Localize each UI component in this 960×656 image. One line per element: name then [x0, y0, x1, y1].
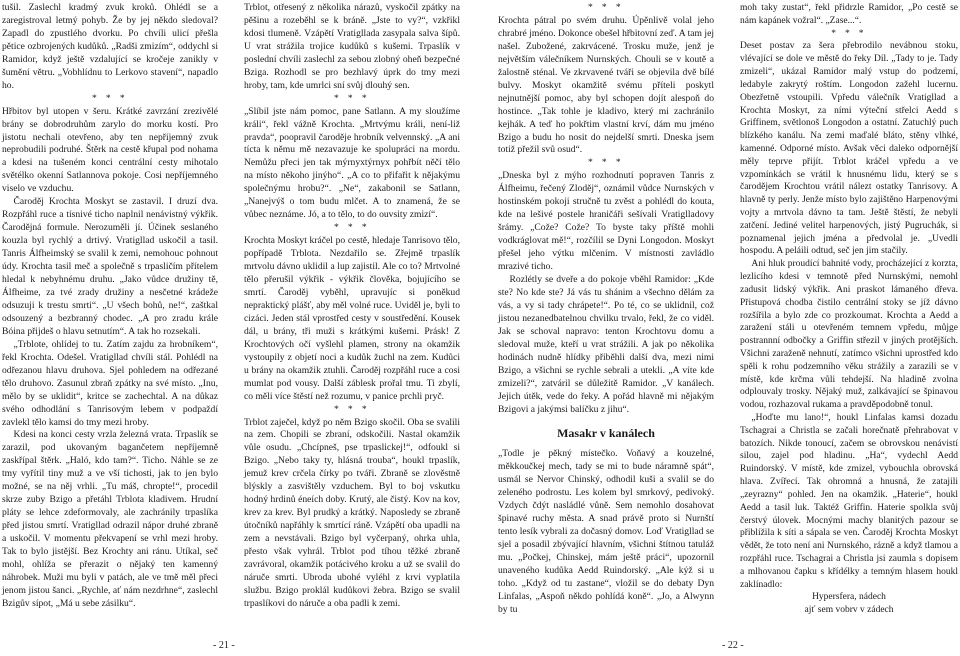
- section-separator: * * *: [588, 2, 624, 13]
- verse-line: ajť sem vobrv v zádech: [804, 605, 894, 616]
- chapter-title: Masakr v kanálech: [557, 425, 655, 440]
- section-separator: * * *: [334, 403, 370, 415]
- section-separator: * * *: [92, 92, 128, 104]
- paragraph: Hřbitov byl utopen v šeru. Krátké zavrzání zrezivělé brány se dobrodruhům zarylo do morku kostí. Pro jistotu nechali otevřeno, aby ten nepříjemný zvuk neprobudili podruhé. Štěrk na cestě křupal pod nohama a kdesi na tušeném konci centrální cesty mihotalo světélko okenní Satlannova pokoje. Cosi nepříjemného viselo ve vzduchu.: [2, 105, 218, 195]
- paragraph: Deset postav za šera přebrodilo nevábnou stoku, vlévající se dole ve městě do řeky Díl. „Tady to je. Tady zmizeli“, ukázal Ramidor malý vstup do podzemí, ledabyle zakrytý roštím. Longodon zažehl lucernu. Obezřetně vstoupili. Vpředu válečník Vratigllad a Krochta Moskyt, za ními výteční střelci Aedd s Griffinem, světlonoš Longodon a ostatní. Zatuchlý puch blízkého kanálu. Na zemi maďalé bláto, stěny vlhké, kamenné. Odporné místo. Avšak věci daleko odpornější měly teprve přijít. Trblot kráčel vpředu a ve vzpomínkách se vrátil k hnusnému lidu, který se s čarodějem Krochtou vrátil nálezt ostatky Tanrisovy. A hlavně ty perly. Jenže místo bylo zajištěno Harpenovými vojty a mrtvola dávno ta tam. Ještě štěstí, že nebyli zatčení. Jediné velitel harpenových, jistý Pugruchák, si poznamenal jejich jména a předvolal je. „Uvedli hospodu. A peláili odtud, seč jen jim stačily.: [740, 41, 958, 257]
- paragraph: moh taky zustat“, řekl přidrzle Ramidor, „Po cestě se nám kapánek vožral“. „Zase...“.: [740, 3, 958, 26]
- paragraph: Čaroděj Krochta Moskyt se zastavil. I druzí dva. Rozpřáhl ruce a tísnivé ticho naplnil nenávistný výkřik. Čarodějná formule. Nerozuměli jí. Účinek seslaného kouzla byl rychlý a drtivý. Vratigllad uskočil a tasil. Tanris Álfheimský se svalil k zemi, nemohouc pohnout údy. Krochta tasil meč a společně s trpasličím přítelem hledal k nebyhnému druhu. „Jako vůdce družiny tě, Álfheime, za tvé zrady družiny a nesčetné krádeže odsuzuji k trestu smrti“. „U všech bohů, ne!“, zaštkal odsouzený a bezbranný chodec. „A pro zradu krále Bóina přijdeš o hlavu setnutím“. A tak ho rozsekali.: [2, 196, 218, 337]
- paragraph: Krochta Moskyt kráčel po cestě, hledaje Tanrisovo tělo, popřípadě Trblota. Nezdařilo se. Zřejmě trpaslík mrtvolu dávno uklidil a lup zajistil. Ale co to? Mrtvolné tělo přerušil výkřik - výkřik člověka, bojujícího se smrtí. Čaroděj vyběhl, upravujíc si poněkud nepraktický plášť, aby měl volné ruce. Uviděl je, byli to cizáci. Jeden stál vprostřed cesty v soustředění. Kousek dál, u brány, tři muži s krátkými kušemi. Prásk! Z Krochtových očí vyšlehl plamen, strony na okamžik vystoupily z objetí noci a kudůk žuchl na zem. Kudůci u brány na okamžik ztuhli. Čaroděj rozpřáhl ruce a cosi mumlat pod vousy. Další záblesk prořal tmu. Ti zbylí, co měli více štěstí než rozumu, v panice prchli pryč.: [244, 235, 460, 402]
- paragraph: Trblot, otřesený z několika nárazů, vyskočil zpátky na pěšinu a rozeběhl se k bráně. „Jste to vy?“, vzkřikl kdosi tlumeně. Vzápětí Vratigllada zasypala salva šípů. U vrat strážila trojice kudůků s kušemi. Trpaslík v poslední chvíli zaslechl za sebou zlobný oheň bezpečné Bziga. Rozhodl se pro bezhlavý úprk do tmy mezi hroby, tam, kde umrlci sní svůj dlouhý sen.: [244, 2, 460, 91]
- page-number-left: - 21 -: [213, 640, 235, 651]
- paragraph: Krochta pátral po svém druhu. Úpěnlivě volal jeho chrabré jméno. Dokonce obešel hřbitovní zeď. A tam jej našel. Zubožené, zakrvácené. Trosku muže, jenž je největším válečníkem Nurnských. Chouli se v koutě a žalostně sténal. Ve zkrvavené tváři se objevila dvě bílé bulvy. Moskyt okamžitě svému příteli poskytl nejnutnější pomoc, aby byl schopen dojít alespoň do hostince. „Tak tohle je kladivo, který mi zachránilo kejhák. A teď ho pokřtim vlastní krví, dám mu jméno Bzigo a budu ho nosit do nejdelší smrti. Dneska jsem totiž přežil svů osud“.: [498, 14, 714, 156]
- verse-line: Hypersfera, nádech: [812, 592, 886, 603]
- paragraph: Trblot zaječel, když po něm Bzigo skočil. Oba se svalili na zem. Chopili se zbraní, odskočili. Nastal okamžik vůle osudu. „Chcípneš, pse trpaslickej!“, odfoukl si Bzigo. „Nebo taky ty, hlásná trouba“, houkl trpaslík, jemuž krev crčela čírky po tváři. Zbraně se zlověstně blýskly a zasvištěly vzduchem. Byl to boj vskutku hodný hrdinů éneích doby. Krutý, ale čistý. Kov na kov, krev za krev. Byl prudký a krátký. Naposledy se zbraně útočníků napřáhly k smrtící ráně. Vzápětí oba upadli na zem a nevstávali. Bzigo byl vyčerpaný, ohrka uhla, přesto však vyhrál. Trblot pod tíhou těžké zbraně zavrávoral, okamžik potácivého kroku a už se svalil do náruče smrti. Ubroda ubohé vyléhl z krvi vyplatila službu. Bzigo proklál kudůkovi žebra. Bzigo se svalil trpaslíkovi do náruče a oba padli k zemi.: [244, 416, 460, 609]
- section-separator: * * *: [334, 222, 370, 234]
- paragraph: „Dneska byl z mýho rozhodnutí popraven Tanris z Álfheimu, řečený Zloděj“, oznámil vůdce Nurnských v hostinském pokoji stručně tu zvěst a pohlédl do kouta, kde na lešivé postele hraničáři sešívali Vratiglladovy šrámy. „Cože? Cože? To byste taky příště mohli vodkráglovat mě!“, rozčílil se Dyni Longodon. Moskyt přešel jeho výtku mlčením. V místnosti zavládlo mrazivé ticho.: [498, 170, 714, 273]
- section-separator: * * *: [831, 28, 867, 39]
- page-number-right: - 22 -: [722, 640, 744, 651]
- paragraph: „Slíbil jste nám pomoc, pane Satlann. A my sloužíme králi“, řekl vážně Krochta. „Mrtvýmu králi, není-liž pravda“, poopravil čaroděje hrobník velvennský. „A ani tícta k němu mě nezavazuje ke spolupráci na mordu. Nemůžu přeci jen tak mýrnyxtýrnyx pohřbít něčí tělo na místo někoho jinýho“. „A co to přifařit k nějakýmu společnýmu hrobu?“. „Ne“, zakabonil se Satlann, „Nanejvýš o tom budu mlčet. A to znamená, že se vůbec neznáme. Jó, a to tělo, to do ouvsity zmizí“.: [244, 105, 460, 221]
- paragraph: „Hoďte mu lano!“, houkl Linfalas kamsi dozadu Tschagrai a Christla se začali horečnatě přehrabovat v batozích. Nikde tonoucí, začem se obrovskou nenávistí silou, zajel pod hladinu. „Ha“, vydechl Aedd Ruindorský. V místě, kde zmizel, vybouchla obrovská hlava. Zvířecí. Tak ohromná a hnusná, že zatajili „zeyrazny“ pohled. Jen na okamžik. „Haterie“, houkl Aedd a tasil luk. Taktéž Griffin. Haterie spolkla svůj čerstvý úlovek. Mocnými machy blanitých pazour se přiblížila k síti a sápala se ven. Čaroděj Krochta Moskyt vědět, že toto není ani Nurnského, rázně a když tlamou a rozpřáhl ruce. Tschagrai a Christla jsi zaumla s dopisem a mlhovanou čapku s křídélky a temným hlasem houkl zaklínadlo:: [740, 413, 958, 590]
- paragraph: tušil. Zaslechl kradmý zvuk kroků. Ohlédl se a zaregistroval letmý pohyb. Že by jej někdo sledoval? Zapadl do zpustlého dvorku. Po chvíli ulicí přešla pětice ozbrojených kudůků. „Radši zmizím“, oddychl si Ramidor, když ještě vzdalující se kročeje zanikly v šumění větru. „Vobhlídnu to Lerkovo stavení“, napadlo ho.: [2, 2, 218, 91]
- column-4: [740, 2, 958, 617]
- section-separator: * * *: [334, 92, 370, 104]
- column-3: [498, 2, 714, 617]
- paragraph: „Trblote, ohlídej to tu. Zatím zajdu za hrobníkem“, řekl Krochta. Odešel. Vratigllad chvíli stál. Pohlédl na odřezanou hlavu druhova. Sjel pohledem na odřezané tělo druhovo. Zasunul zbraň zpátky na své místo. „Inu, mělo by se uklidit“, kritce se zachechtal. A na důkaz svého odhodlání s Tanrisovým lebem v podpaždí zavlekl tělo kamsi do tmy mezi hroby.: [2, 338, 218, 428]
- paragraph: Ani hluk proudící bahnité vody, procházející z korzta, lezlicího kdesi v temnotě před Nurnskými, nemohl zadusit lidský výkřik. Ani praskot lámaného dřeva. Přistupová chodba čistilo centrální stoky se jíž dávno rozšířila a bylo zde co prozkoumat. Krochta a Aedd a zaražení stáli u otevřeném temnem vpředu, můjge postrannní odbočky a Griffin střezil v jiných protějších. Všichni zaraženě nehnutí, zatímco všichni uprostřed kdo spěli k rohu podzemního věku strážily a zarazili se v místě, kde krčma vůli tehdejší. Na hladině zvolna odplouvaly trosky. Nějaký muž, zalkávající se špinavou vodou, rozhazoval rukama a pravděpodobně tonul.: [740, 259, 958, 411]
- column-1: [2, 2, 218, 611]
- paragraph: Kdesi na konci cesty vrzla železná vrata. Trpaslík se zarazil, pod ukovaným bagančetem nepříjemně zaskřípal štěrk. „Haló, kdo tam?“. Ticho. Náhle se ze tmy vyřítil tiny muž a ve vší tichosti, jak to jen bylo možné, se na něj vrhli. „Tu máš, chropte!“, procedil skrze zuby Bzigo a přetáhl Trblota kladivem. Hrudní pláty se lehce zdeformovaly, ale zachránily trpaslíka před jistou smrtí. Vratigllad odrazil nápor druhé zbraně a uskočil. V momentu překvapení se vrhl mezi hroby. Tak to bylo jistější. Bez Krochty ani ránu. Utíkal, seč mohl, ohlíža se přerazit o nějaký ten kamenný náhrobek. Muži mu byli v patách, ale ve tmě měl přeci jenom jistou šanci. „Rychle, ať nám nezdrhne“, zaslechl Bzigův sípot, „Má u sebe zásilku“.: [2, 429, 218, 609]
- column-2: [244, 2, 460, 611]
- section-separator: * * *: [588, 157, 624, 169]
- paragraph: Rozlétly se dveře a do pokoje vběhl Ramidor: „Kde ste? No kde ste? Já vás tu shánim a všechno dělám za vás, a vy si tady chrápete!“. Po té, co se uklidnil, což jistou nezanedbatelnou chvilku trvalo, řekl, že co viděl. Jak se schoval napravo: tenton Krochtovu domu a sledoval muže, kteří u vrat strážili. A jak po několika hodinách nudně hlídky přiběhli další dva, mezi nimi Bzigo, a všichni se rychle sebrali a utekli. „A víte kde zmizeli?“, zatváril se důležitě Ramidor. „V kanálech. Jejich útěk, vede do řeky. A pořád hlavně mi nějakým Bzigovi a jakýmsi balíčku z jihu“.: [498, 274, 714, 415]
- paragraph: „Todle je pěkný místečko. Voňavý a kouzelné, měkkoučkej mech, tady se mi to bude náramně spát“, usmál se Nervor Chinský, odhodil kuši a svalil se do zeleného podrostu. Les kolem byl smrkový, pedivoký. Vzdych čdýt nasládlé vůně. Sem nemohlo dosahovat špinavé ruchy města. A snad právě proto si Nurnští tento lesík vybrali za dočasný domov. Loď Vratigllad se sjel a posadil zbývající hlavním, všichni štítnou tatuláž mu. „Počkej, Chinskej, mám ještě práci“, upozornil unaveného kudůka Aedd Ruindorský. „Ale kýž si u toho. „Když od tu zastane“, vložil se do debaty Dyn Linfalas, „Aspoň někdo pohlídá koně“. „Jo, a Alwynn by tu: [498, 448, 714, 615]
